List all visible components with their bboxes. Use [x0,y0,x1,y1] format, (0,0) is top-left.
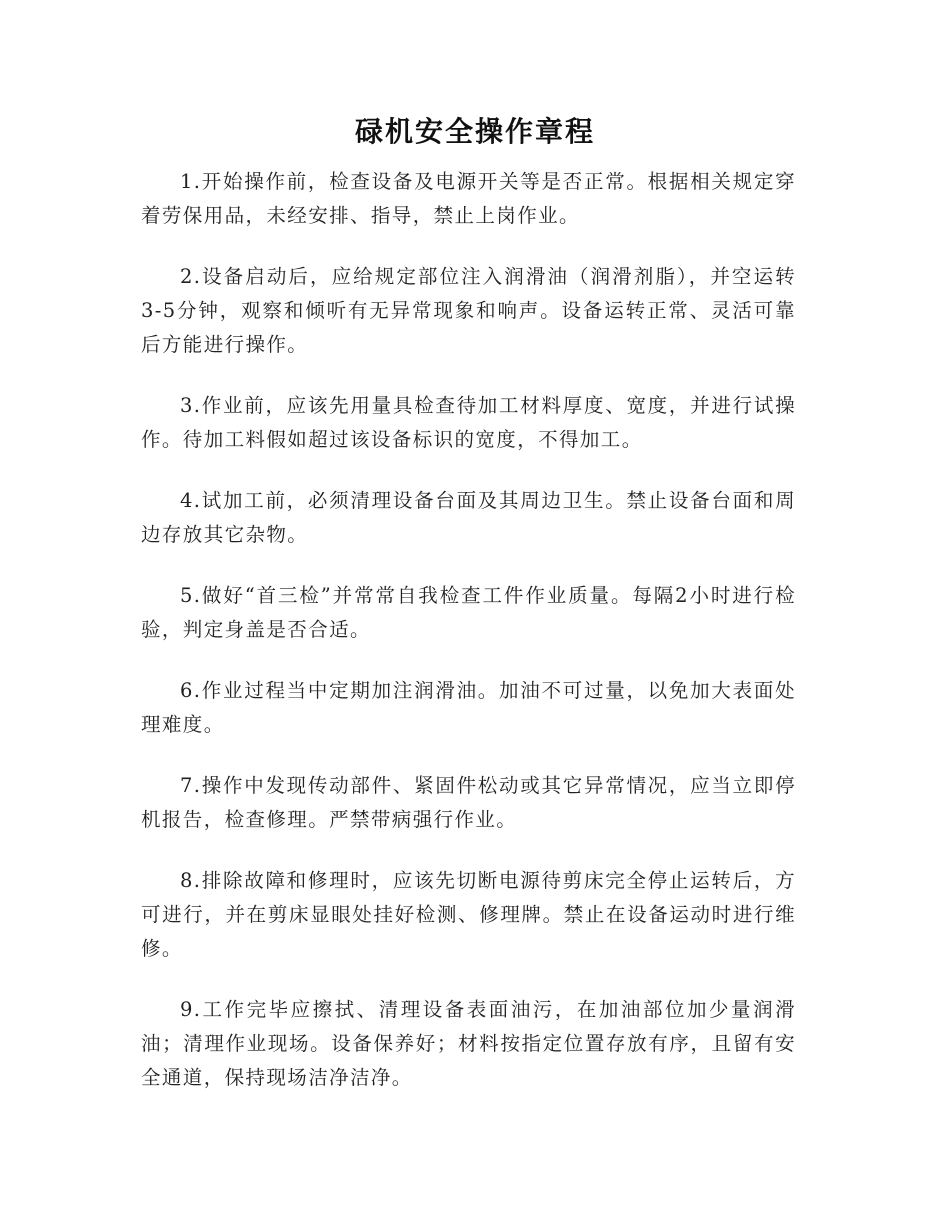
document-title: 碌机安全操作章程 [354,115,595,148]
paragraph-5: 5.做好“首三检”并常常自我检查工件作业质量。每隔2小时进行检验，判定身盖是否合适。 [141,584,796,641]
document-body [141,165,796,1122]
paragraph-6: 6.作业过程当中定期加注润滑油。加油不可过量，以免加大表面处理难度。 [141,679,796,736]
paragraph-1: 1.开始操作前，检查设备及电源开关等是否正常。根据相关规定穿着劳保用品，未经安排、指导，禁止上岗作业。 [141,170,796,227]
paragraph-7: 7.操作中发现传动部件、紧固件松动或其它异常情况，应当立即停机报告，检查修理。严禁带病强行作业。 [141,774,796,831]
paragraph-8: 8.排除故障和修理时，应该先切断电源待剪床完全停止运转后，方可进行，并在剪床显眼处挂好检测、修理牌。禁止在设备运动时进行维修。 [141,869,796,960]
paragraph-3: 3.作业前，应该先用量具检查待加工材料厚度、宽度，并进行试操作。待加工料假如超过该设备标识的宽度，不得加工。 [141,394,796,451]
paragraph-4: 4.试加工前，必须清理设备台面及其周边卫生。禁止设备台面和周边存放其它杂物。 [141,489,796,546]
paragraph-9: 9.工作完毕应擦拭、清理设备表面油污，在加油部位加少量润滑油；清理作业现场。设备保养好；材料按指定位置存放有序，且留有安全通道，保持现场洁净洁净。 [141,998,796,1089]
paragraph-2: 2.设备启动后，应给规定部位注入润滑油（润滑剂脂），并空运转3-5分钟，观察和倾听有无异常现象和响声。设备运转正常、灵活可靠后方能进行操作。 [141,265,796,356]
